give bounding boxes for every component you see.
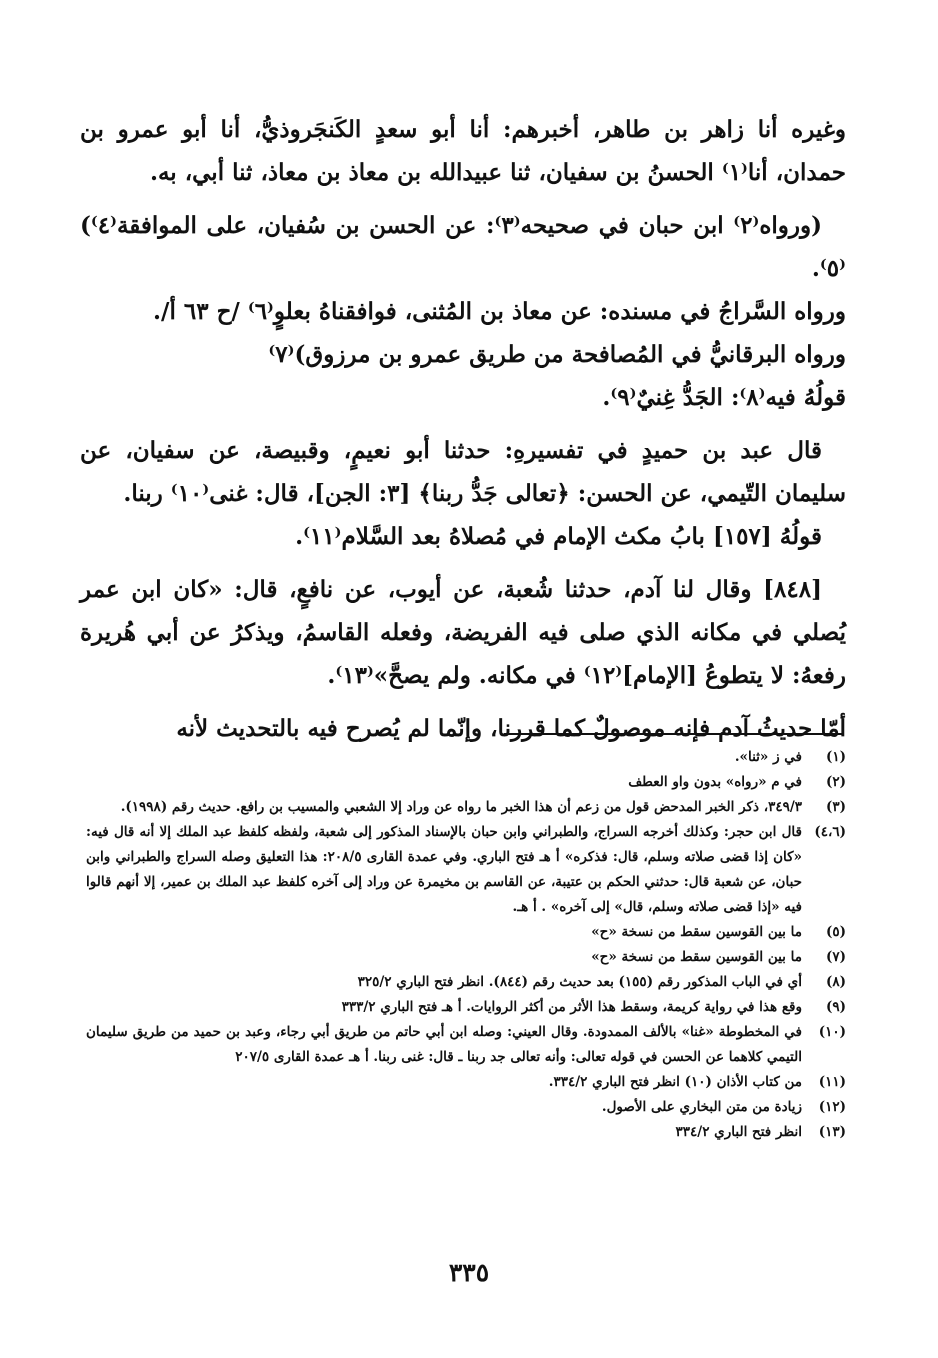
footnote-text: ما بين القوسين سقط من نسخة «ح»: [591, 949, 802, 965]
footnote-text: في ز «ثنا».: [734, 749, 802, 765]
page-number: ٣٣٥: [448, 1258, 490, 1287]
footnote-number: (١٠): [818, 1024, 846, 1040]
main-paragraph: قال عبد بن حميدٍ في تفسيرهِ: حدثنا أبو نعيمٍ، وقبيصة، عن سفيان، عن سليمان التّيمي، عن الحسن: ﴿تعالى جَدُّ ربنا﴾ [٣: الجن]، قال: غنى⁽١٠⁾ ربنا.: [80, 437, 846, 507]
footnote-item: [86, 1070, 846, 1095]
footnotes: [86, 745, 846, 1145]
footnote-item: [86, 1020, 846, 1070]
footnote-separator: [504, 733, 844, 735]
footnote-number: (٢): [825, 774, 846, 790]
footnote-number: (١٣): [818, 1124, 846, 1140]
main-text: [80, 108, 846, 750]
footnote-item: [86, 945, 846, 970]
footnote-number: (١١): [818, 1074, 846, 1090]
section-heading: قولُهُ فيه⁽٨⁾: الجَدُّ غِنيٌ⁽٩⁾.: [602, 384, 846, 411]
footnote-number: (٨): [825, 974, 846, 990]
main-paragraph: ورواه السَّراجُ في مسنده: عن معاذ بن المُثنى، فوافقناهُ بعلوٍ⁽٦⁾ /ح ٦٣ أ/.: [153, 298, 846, 325]
footnote-text: ما بين القوسين سقط من نسخة «ح»: [591, 924, 802, 940]
footnote-number: (١): [825, 749, 846, 765]
main-paragraph: أمّا حديثُ آدم فإنه موصولٌ كما قررنا، وإنّما لم يُصرح فيه بالتحديث لأنه: [176, 715, 846, 742]
footnote-text: زيادة من متن البخاري على الأصول.: [601, 1099, 802, 1115]
footnote-item: [86, 1120, 846, 1145]
footnote-number: (٧): [825, 949, 846, 965]
footnote-text: قال ابن حجر: وكذلك أخرجه السراج، والطبراني وابن حبان بالإسناد المذكور إلى شعبة، ولفظه كلفظ عبد الملك إلا أنه قال فيه: «كان إذا قضى صلاته وسلم، قال: فذكره» أ هـ فتح الباري. وفي عمدة القارى ٢٠٨/٥: هذا التعليق وصله السراج والطبراني وابن حبان، عن شعبة قال: حدثني الحكم بن عتيبة، عن القاسم بن مخيمرة عن وراد إلى آخره كلفظ عبد الملك بن عمير، إلا أنهم قالوا فيه «إذا قضى صلاته وسلم، قال» إلى آخره» . أ هـ.: [86, 824, 802, 915]
footnote-text: في المخطوطة «غنا» بالألف الممدودة. وقال العيني: وصله ابن أبي حاتم من طريق أبي رجاء، وعبد بن حميد من طريق سليمان التيمي كلاهما عن الحسن في قوله تعالى: وأنه تعالى جد ربنا ـ قال: غنى ربنا. أ هـ عمدة القارى ٢٠٧/٥: [86, 1024, 802, 1065]
footnote-number: (٩): [825, 999, 846, 1015]
footnote-number: (٣): [825, 799, 846, 815]
footnote-text: ٣٤٩/٣، ذكر الخبر المدحض قول من زعم أن هذا الخبر ما رواه عن وراد إلا الشعبي والمسيب بن رافع. حديث رقم (١٩٩٨).: [120, 799, 802, 815]
footnote-text: انظر فتح الباري ٣٣٤/٢: [675, 1124, 802, 1140]
footnote-text: من كتاب الأذان (١٠) انظر فتح الباري ٣٣٤/٢.: [548, 1074, 802, 1090]
footnote-item: [86, 795, 846, 820]
main-paragraph: (ورواه⁽٢⁾ ابن حبان في صحيحه⁽٣⁾: عن الحسن بن سُفيان، على الموافقة⁽٤⁾)⁽٥⁾.: [80, 212, 846, 282]
hadith-paragraph: [٨٤٨] وقال لنا آدم، حدثنا شُعبة، عن أيوب، عن نافعٍ، قال: «كان ابن عمر يُصلي في مكانه الذي صلى فيه الفريضة، وفعله القاسمُ، ويذكرُ عن أبي هُريرة رفعهُ: لا يتطوعُ [الإمام]⁽١٢⁾ في مكانه. ولم يصحَّ»⁽١٣⁾.: [80, 576, 846, 689]
footnote-number: (١٢): [818, 1099, 846, 1115]
footnote-number: (٤،٦): [814, 824, 846, 840]
footnote-item: [86, 820, 846, 920]
footnote-text: وقع هذا في رواية كريمة، وسقط هذا الأثر من أكثر الروايات. أ هـ فتح الباري ٣٣٣/٢: [341, 999, 802, 1015]
main-paragraph: ورواه البرقانيُّ في المُصافحة من طريق عمرو بن مرزوق)⁽٧⁾: [268, 341, 846, 368]
footnote-item: [86, 745, 846, 770]
footnote-text: في م «رواه» بدون واو العطف: [628, 774, 802, 790]
footnote-item: [86, 1095, 846, 1120]
main-paragraph: وغيره أنا زاهر بن طاهر، أخبرهم: أنا أبو سعدٍ الكَنجَروذيُّ، أنا أبو عمرو بن حمدان، أنا⁽١⁾ الحسنُ بن سفيان، ثنا عبيدالله بن معاذ بن معاذ، ثنا أبي، به.: [80, 116, 846, 186]
footnote-item: [86, 995, 846, 1020]
footnote-item: [86, 770, 846, 795]
footnote-item: [86, 920, 846, 945]
footnote-number: (٥): [825, 924, 846, 940]
footnote-text: أي في الباب المذكور رقم (١٥٥) بعد حديث رقم (٨٤٤). انظر فتح الباري ٣٢٥/٢: [357, 974, 802, 990]
section-heading: قولُهُ [١٥٧] بابُ مكث الإمام في مُصلاهُ بعد السَّلام⁽١١⁾.: [295, 523, 822, 550]
footnote-item: [86, 970, 846, 995]
